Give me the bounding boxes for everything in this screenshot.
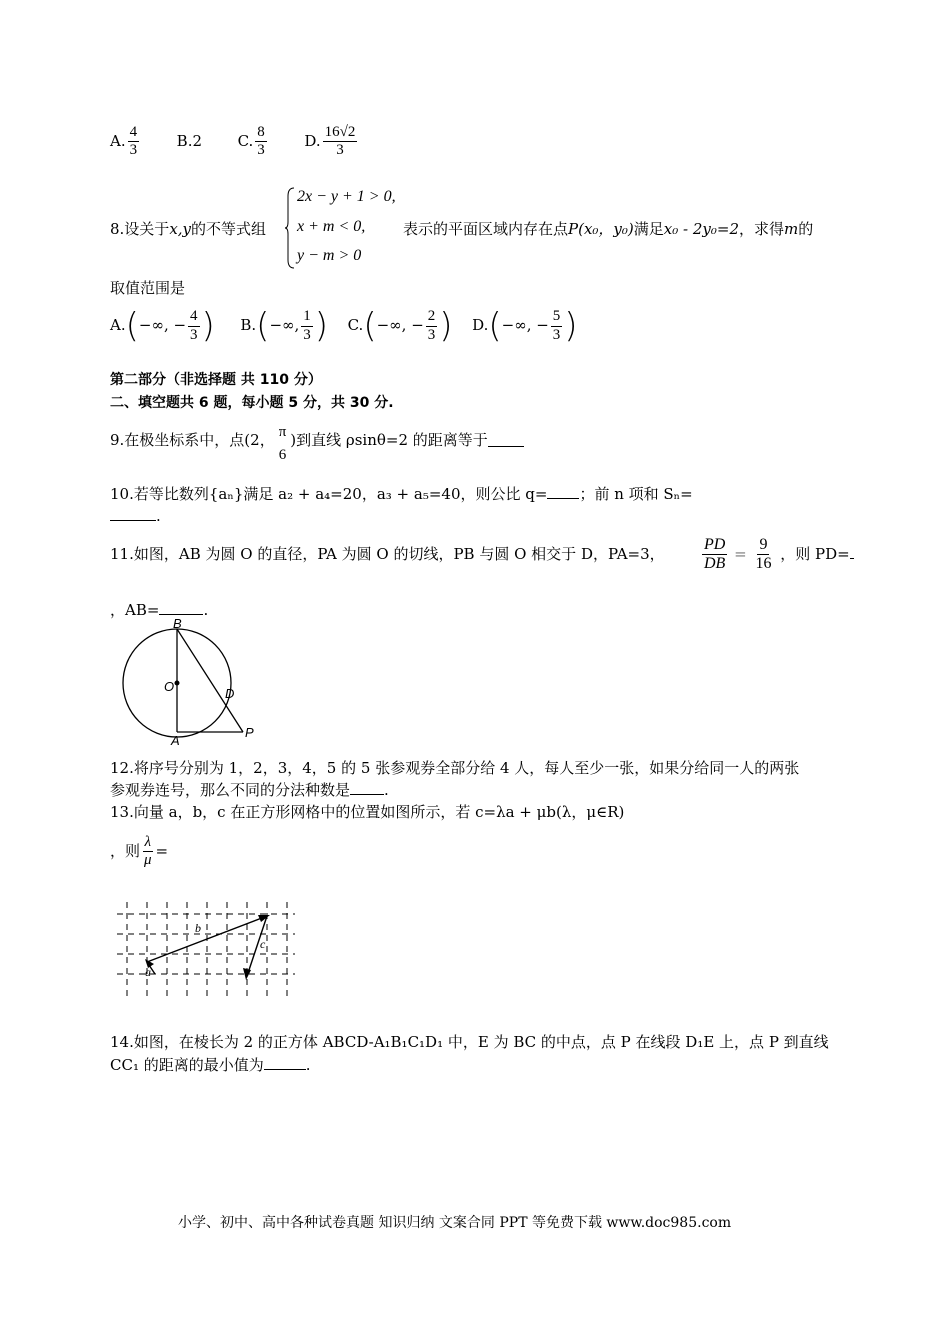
part2-section-header: 二、填空题共 6 题，每小题 5 分，共 30 分.: [110, 395, 394, 411]
q7-option-a: A. $\frac{4}{3}$: [110, 124, 138, 159]
q11-ratio: $\frac{PD}{DB}$ = $\frac{9}{16}$ ，则 PD=: [700, 536, 854, 574]
label-vector-b: b: [195, 921, 201, 935]
footer: 小学、初中、高中各种试卷真题 知识归纳 文案合同 PPT 等免费下载 www.doc985.com: [178, 1215, 732, 1231]
q13-line1: 13.向量 a，b，c 在正方形网格中的位置如图所示，若 c=λa + μb(λ，μ∈R): [110, 803, 625, 821]
q9: 9.在极坐标系中，点(2， π 6 )到直线 ρsinθ=2 的距离等于: [110, 424, 524, 465]
label-d: D: [225, 686, 235, 701]
q8-option-c: C.(−∞, − $\frac{2}{3}$ ): [347, 306, 453, 346]
label-a: A: [171, 733, 180, 746]
part2-title: 第二部分（非选择题 共 110 分）: [110, 372, 322, 388]
q7-option-b: B.2: [176, 131, 203, 150]
q8-option-b: B.(−∞, $\frac{1}{3}$ ): [240, 306, 329, 346]
q13-line2: ，则 $\frac{\lambda}{\mu}$ =: [110, 834, 169, 869]
center-point: [175, 681, 180, 686]
brace-icon: [284, 186, 296, 270]
q11-circle-figure: [120, 614, 260, 746]
q7-option-c: C. $\frac{8}{3}$: [237, 124, 265, 159]
secant-pb: [177, 629, 243, 732]
vector-b: [147, 916, 267, 962]
q8-options: [110, 306, 578, 346]
q12-line1: 12.将序号分别为 1，2，3，4，5 的 5 张参观券全部分给 4 人，每人至少一张，如果分给同一人的两张: [110, 759, 800, 777]
q8-option-a: A.(−∞, − $\frac{4}{3}$ ): [110, 306, 215, 346]
label-b: B: [173, 616, 182, 631]
q7-option-d: D. $\frac{16√2}{3}$: [304, 124, 356, 159]
q14-line2: CC₁ 的距离的最小值为 .: [110, 1056, 311, 1074]
q8-line1-rest: 表示的平面区域内存在点P(x₀，y₀)满足x₀ - 2y₀=2，求得m的: [403, 220, 814, 238]
q10-line2: .: [110, 505, 161, 525]
q11-line2: ，AB= .: [110, 601, 209, 619]
q12-line2: 参观券连号，那么不同的分法种数是 .: [110, 781, 389, 799]
label-vector-c: c: [260, 937, 266, 951]
q13-grid-figure: [115, 896, 297, 1002]
q14-line1: 14.如图，在棱长为 2 的正方体 ABCD-A₁B₁C₁D₁ 中，E 为 BC 的中点，点 P 在线段 D₁E 上，点 P 到直线: [110, 1033, 829, 1051]
label-o: O: [164, 679, 175, 694]
q11-line1: 11.如图，AB 为圆 O 的直径，PA 为圆 O 的切线，PB 与圆 O 相交于 D，PA=3，: [110, 545, 665, 563]
q8-line1: 8.设关于x,y的不等式组: [110, 220, 267, 238]
q10-line1: 10.若等比数列{aₙ}满足 a₂ + a₄=20，a₃ + a₅=40，则公比 q= ；前 n 项和 Sₙ=: [110, 485, 693, 503]
q8-option-d: D.(−∞, − $\frac{5}{3}$ ): [472, 306, 578, 346]
q8-line2: 取值范围是: [110, 279, 186, 297]
label-vector-a: a: [145, 965, 151, 979]
q7-options: [110, 124, 359, 160]
vector-b-arrowhead: [258, 915, 270, 922]
label-p: P: [245, 725, 254, 740]
